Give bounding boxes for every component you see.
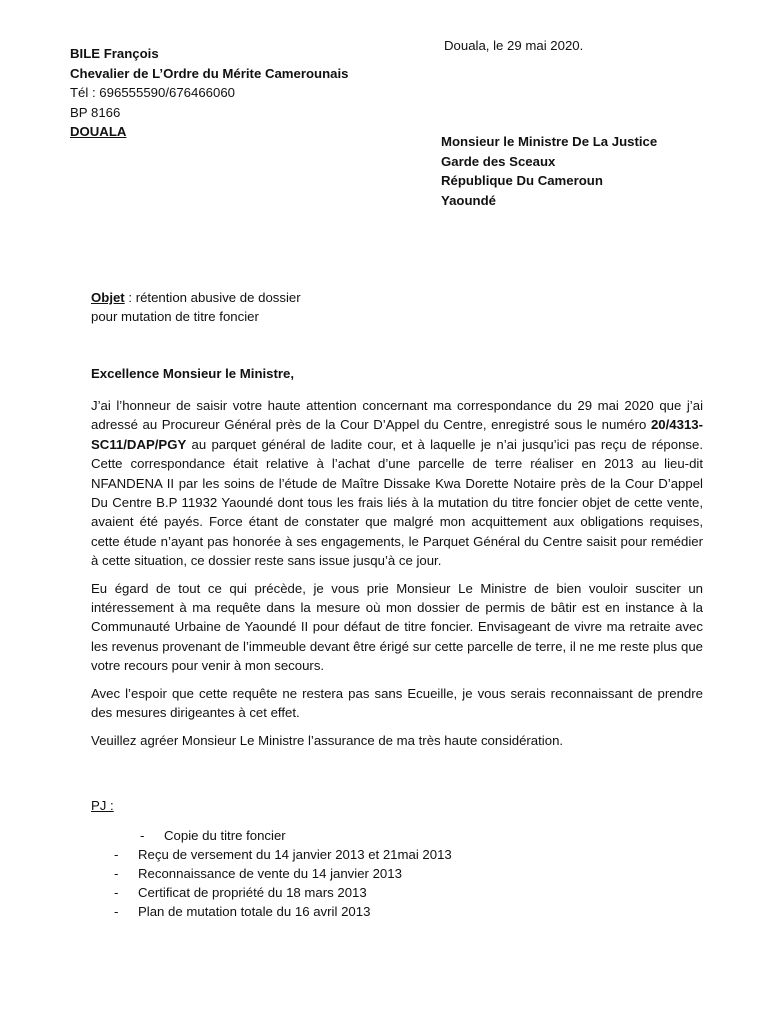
attachment-bullet: - — [114, 885, 119, 900]
sender-city: DOUALA — [70, 124, 127, 139]
recipient-line-3: République Du Cameroun — [441, 173, 603, 188]
sender-po-box: BP 8166 — [70, 104, 121, 120]
attachment-bullet: - — [140, 828, 145, 843]
body-paragraph-2: Eu égard de tout ce qui précède, je vous prie Monsieur Le Ministre de bien vouloir susciter un intéressement à ma requête dans la mesure où mon dossier de permis de bâtir est en instance à la Communauté Urbaine de Yaoundé II pour défaut de titre foncier. Envisageant de vivre ma retraite avec les revenus provenant de l’immeuble devant être érigé sur cette parcelle de terre, il ne me reste plus que votre recours pour venir à mon secours. — [91, 580, 703, 674]
attachment-bullet: - — [114, 847, 119, 862]
recipient-line-4: Yaoundé — [441, 192, 496, 208]
body-paragraph-3: Avec l’espoir que cette requête ne restera pas sans Ecueille, je vous serais reconnaissant de prendre des mesures dirigeantes à cet effet. — [91, 685, 703, 721]
recipient-block — [441, 132, 657, 210]
attachment-bullet: - — [114, 866, 119, 881]
object-text-2: pour mutation de titre foncier — [91, 309, 259, 324]
attachment-text: Certificat de propriété du 18 mars 2013 — [138, 885, 367, 900]
sender-phone: Tél : 696555590/676466060 — [70, 85, 235, 100]
attachment-text: Reconnaissance de vente du 14 janvier 2013 — [138, 866, 402, 881]
object-text-1: : rétention abusive de dossier — [124, 290, 301, 305]
salutation: Excellence Monsieur le Ministre, — [91, 366, 295, 381]
sender-name: BILE François — [70, 46, 159, 61]
attachment-text: Reçu de versement du 14 janvier 2013 et 21mai 2013 — [138, 847, 452, 862]
recipient-line-1: Monsieur le Ministre De La Justice — [441, 134, 658, 149]
object-label: Objet — [91, 290, 125, 305]
attachment-text: Copie du titre foncier — [164, 828, 286, 843]
reference-number: 20/4313-SC11/DAP/PGY — [91, 417, 703, 452]
attachment-text: Plan de mutation totale du 16 avril 2013 — [138, 904, 371, 919]
body-paragraph-1 — [91, 396, 703, 571]
letter-date: Douala, le 29 mai 2020. — [444, 38, 584, 53]
p1-before: J’ai l’honneur de saisir votre haute attention concernant ma correspondance du 29 mai 2020 que j’ai adressé au Procureur Général près de la Cour D’Appel du Centre, enregistré sous le numéro — [91, 398, 703, 433]
attachments-label: PJ : — [91, 798, 114, 813]
recipient-line-2: Garde des Sceaux — [441, 153, 556, 169]
attachment-bullet: - — [114, 904, 119, 919]
sender-title: Chevalier de L’Ordre du Mérite Camerounais — [70, 65, 349, 81]
p1-after: au parquet général de ladite cour, et à laquelle je n’ai jusqu’ici pas reçu de réponse. Cette correspondance était relative à l’achat d’une parcelle de terre réaliser en 2013 au lieu-dit NFANDENA II par les soins de l’étude de Maître Dissake Kwa Dorette Notaire près de la Cour D’appel Du Centre B.P 11932 Yaoundé dont tous les frais liés à la mutation du titre foncier objet de cette vente, avaient été payés. Force étant de constater que malgré mon acquittement aux obligations requises, cette étude n’ayant pas honorée à ses engagements, le Parquet Général du Centre saisit pour remédier à cette situation, ce dossier reste sans issue jusqu’à ce jour. — [91, 436, 703, 569]
body-paragraph-4: Veuillez agréer Monsieur Le Ministre l’assurance de ma très haute considération. — [91, 732, 564, 748]
object-block — [91, 288, 301, 326]
letter-body — [91, 396, 703, 758]
sender-block — [70, 44, 349, 142]
